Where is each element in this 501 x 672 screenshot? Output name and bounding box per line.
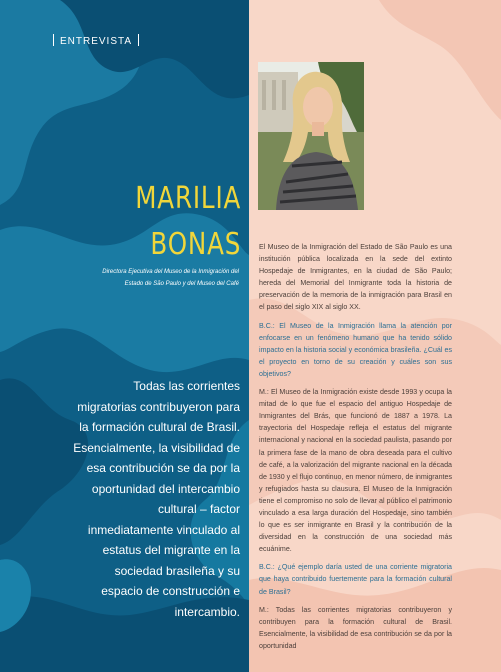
question-1: B.C.: El Museo de la Inmigración llama la atención por enfocarse en un fenómeno humano que ha tenido sólido impacto en la historia social y económica brasileña. ¿Cuál es el proyecto en torno de su creación y cuáles son sus objetivos? xyxy=(259,321,452,378)
left-panel xyxy=(0,0,249,672)
person-role: Directora Ejecutiva del Museo de la Inmigración del Estado de São Paulo y del Museo del Café xyxy=(102,269,239,287)
divider xyxy=(138,34,139,46)
pull-quote: Todas las corrientes migratorias contribuyeron para la formación cultural de Brasil. Esencialmente, la visibilidad de esa contribución se da por la oportunidad del intercambio cultural – factor inmediatamente vinculado al estatus del migrante en la sociedad brasileña y su espacio de construcción e intercambio. xyxy=(73,379,240,619)
portrait-image xyxy=(258,62,364,210)
answer-2: M.: Todas las corrientes migratorias contribuyeron y contribuyen para la formación cultural de Brasil. Esencialmente, la visibilidad de esa contribución se da por la oportunidad xyxy=(259,605,452,650)
last-name: BONAS xyxy=(150,227,241,262)
question-2: B.C.: ¿Qué ejemplo daría usted de una corriente migratoria que haya contribuido fuertemente para la formación cultural de Brasil? xyxy=(259,563,452,596)
article-column xyxy=(259,241,452,658)
first-name: MARILIA xyxy=(135,181,241,216)
answer-1: M.: El Museo de la Inmigración existe desde 1993 y ocupa la mitad de lo que fue el espacio del antiguo Hospedaje de Inmigrantes del Brás, que funcionó de 1887 a 1978. La trayectoria del Hospedaje refleja el estatus del migrante internacional y nacional en la sociedad paulista, pasando por la primera fase de la mano de obra deseada para el cultivo de café, a la valorización del migrante nacional en la década de 1930 y el flujo continuo, en menor número, de inmigrantes y refugiados hasta su clausura. El Museo de la Inmigración tiene el compromiso no solo de llevar al público el patrimonio vinculado a esa larga duración del Hospedaje, sino también lo que es ser inmigrante en Brasil y la contribución de la diversidad en la construcción de una sociedad más ecuánime. xyxy=(259,388,452,554)
person-name xyxy=(135,176,241,268)
article-intro: El Museo de la Inmigración del Estado de São Paulo es una institución pública localizada en la sede del extinto Hospedaje de Inmigrantes, en la ciudad de São Paulo; hereda del Memorial del Inmigrante toda la historia de preservación de la memoria de la inmigración para Brasil en el paso del siglo XIX al siglo XX. xyxy=(259,243,452,312)
divider xyxy=(53,34,54,46)
section-title: ENTREVISTA xyxy=(60,36,133,47)
portrait-photo xyxy=(258,62,364,210)
section-label xyxy=(47,34,145,47)
